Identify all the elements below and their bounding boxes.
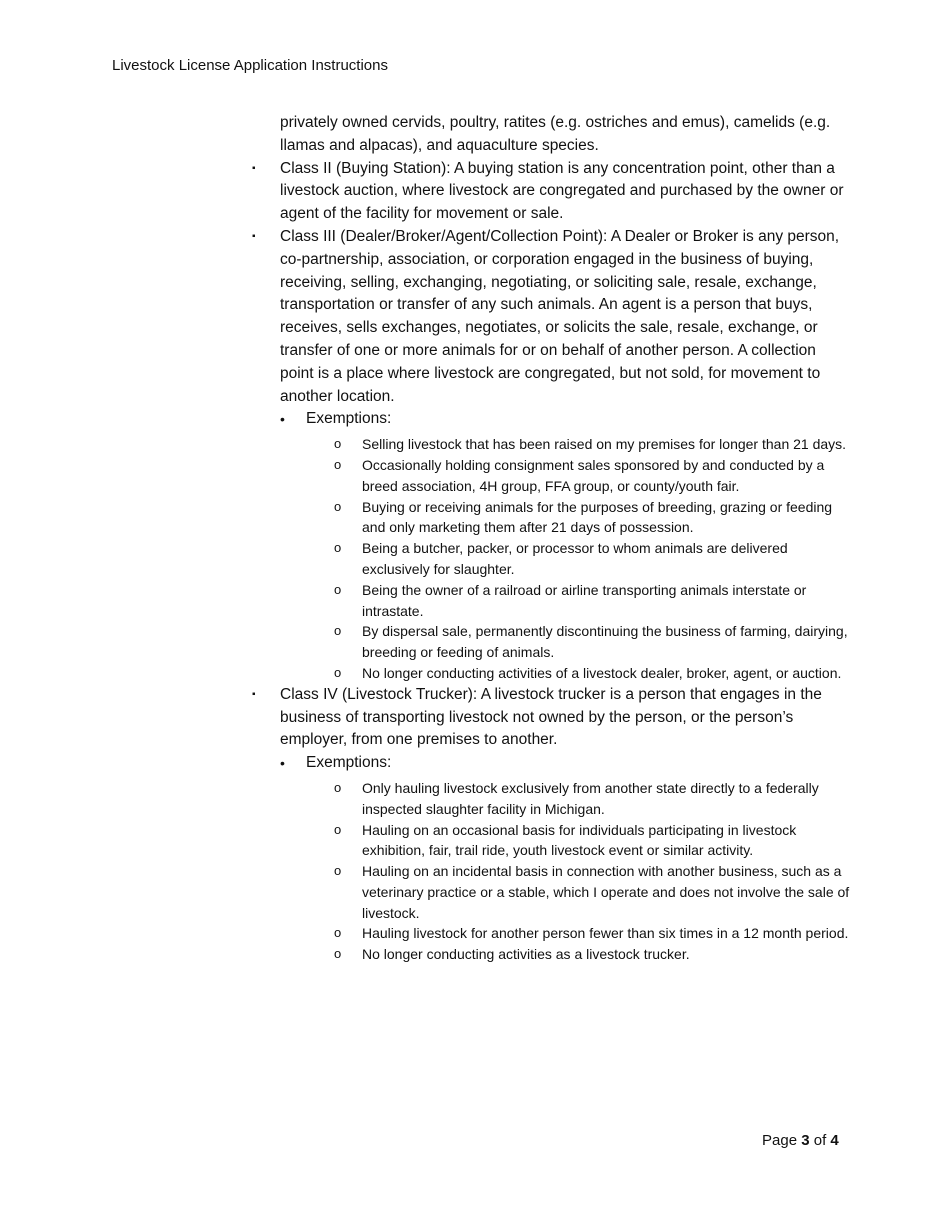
square-bullet-icon: ▪ (252, 230, 256, 242)
document-header: Livestock License Application Instructions (112, 57, 388, 74)
exemption-text: By dispersal sale, permanently discontinuing the business of farming, dairying, breeding or feeding of animals. (362, 623, 848, 661)
circle-bullet-icon: o (334, 925, 342, 941)
exemption-item (306, 923, 850, 944)
circle-bullet-icon: o (334, 540, 342, 556)
exemptions-label: Exemptions: (306, 410, 392, 428)
page-label: Page (762, 1132, 798, 1149)
exemptions-heading (250, 752, 850, 965)
exemption-list (306, 434, 850, 684)
exemption-text: Occasionally holding consignment sales sponsored by and conducted by a breed association, 4H group, FFA group, or county/youth fair. (362, 456, 825, 494)
exemptions-block (250, 408, 850, 683)
license-class-list (250, 158, 850, 965)
exemption-item (306, 663, 850, 684)
exemption-list (306, 778, 850, 965)
circle-bullet-icon: o (334, 779, 342, 795)
exemption-text: Being a butcher, packer, or processor to whom animals are delivered exclusively for slaughter. (362, 540, 788, 577)
circle-bullet-icon: o (334, 821, 342, 837)
exemptions-heading (250, 408, 850, 683)
exemption-text: Buying or receiving animals for the purposes of breeding, grazing or feeding and only marketing them after 21 days of possession. (362, 498, 833, 536)
circle-bullet-icon: o (334, 664, 342, 680)
exemption-text: No longer conducting activities of a livestock dealer, broker, agent, or auction. (362, 664, 842, 681)
exemptions-label: Exemptions: (306, 754, 392, 772)
class-text: Class IV (Livestock Trucker): A livestock trucker is a person that engages in the business of transporting livestock not owned by the person, or the person’s employer, from one premises to another. (280, 685, 822, 749)
exemption-item (306, 580, 850, 622)
dot-bullet-icon: • (280, 755, 285, 772)
exemption-text: Hauling on an occasional basis for individuals participating in livestock exhibition, fair, trail ride, youth livestock event or similar activity. (362, 821, 797, 859)
exemption-item (306, 861, 850, 923)
exemption-item (306, 434, 850, 455)
dot-bullet-icon: • (280, 411, 285, 428)
exemption-item (306, 820, 850, 862)
document-body (250, 112, 850, 965)
class-item (250, 684, 850, 965)
class-item (250, 226, 850, 684)
exemption-item (306, 944, 850, 965)
circle-bullet-icon: o (334, 456, 342, 472)
circle-bullet-icon: o (334, 436, 342, 452)
exemption-item (306, 621, 850, 663)
exemption-text: Hauling livestock for another person fewer than six times in a 12 month period. (362, 925, 849, 942)
square-bullet-icon: ▪ (252, 162, 256, 174)
page-number (762, 1132, 839, 1149)
exemption-text: Hauling on an incidental basis in connection with another business, such as a veterinary practice or a stable, which I operate and does not involve the sale of livestock. (362, 863, 850, 921)
of-label: of (813, 1132, 827, 1149)
circle-bullet-icon: o (334, 623, 342, 639)
circle-bullet-icon: o (334, 581, 342, 597)
exemption-text: Being the owner of a railroad or airline transporting animals interstate or intrastate. (362, 581, 807, 619)
current-page: 3 (801, 1132, 810, 1149)
exemption-item (306, 497, 850, 539)
exemption-item (306, 778, 850, 820)
class-text: Class III (Dealer/Broker/Agent/Collection Point): A Dealer or Broker is any person, co-partnership, association, or corporation engaged in the business of buying, receiving, selling, exchanging, negotiating, or soliciting sale, resale, exchange, transportation or transfer of any such animals. An agent is a person that buys, receives, sells exchanges, negotiates, or solicits the sale, resale, exchange, or transfer of one or more animals for or on behalf of another person. A collection point is a place where livestock are congregated, but not sold, for movement to another location. (280, 227, 840, 405)
class-item (250, 158, 850, 226)
class-text: Class II (Buying Station): A buying station is any concentration point, other than a livestock auction, where livestock are congregated and purchased by the owner or agent of the facility for movement or sale. (280, 159, 844, 223)
exemption-item (306, 455, 850, 497)
circle-bullet-icon: o (334, 946, 342, 962)
exemption-text: Only hauling livestock exclusively from another state directly to a federally inspected slaughter facility in Michigan. (362, 779, 819, 817)
square-bullet-icon: ▪ (252, 688, 256, 700)
circle-bullet-icon: o (334, 863, 342, 879)
total-pages: 4 (830, 1132, 839, 1149)
intro-continuation: privately owned cervids, poultry, ratites (e.g. ostriches and emus), camelids (e.g. llamas and alpacas), and aquaculture species. (280, 114, 831, 154)
exemptions-block (250, 752, 850, 965)
exemption-item (306, 538, 850, 580)
exemption-text: Selling livestock that has been raised on my premises for longer than 21 days. (362, 436, 847, 453)
exemption-text: No longer conducting activities as a livestock trucker. (362, 946, 690, 963)
circle-bullet-icon: o (334, 498, 342, 514)
